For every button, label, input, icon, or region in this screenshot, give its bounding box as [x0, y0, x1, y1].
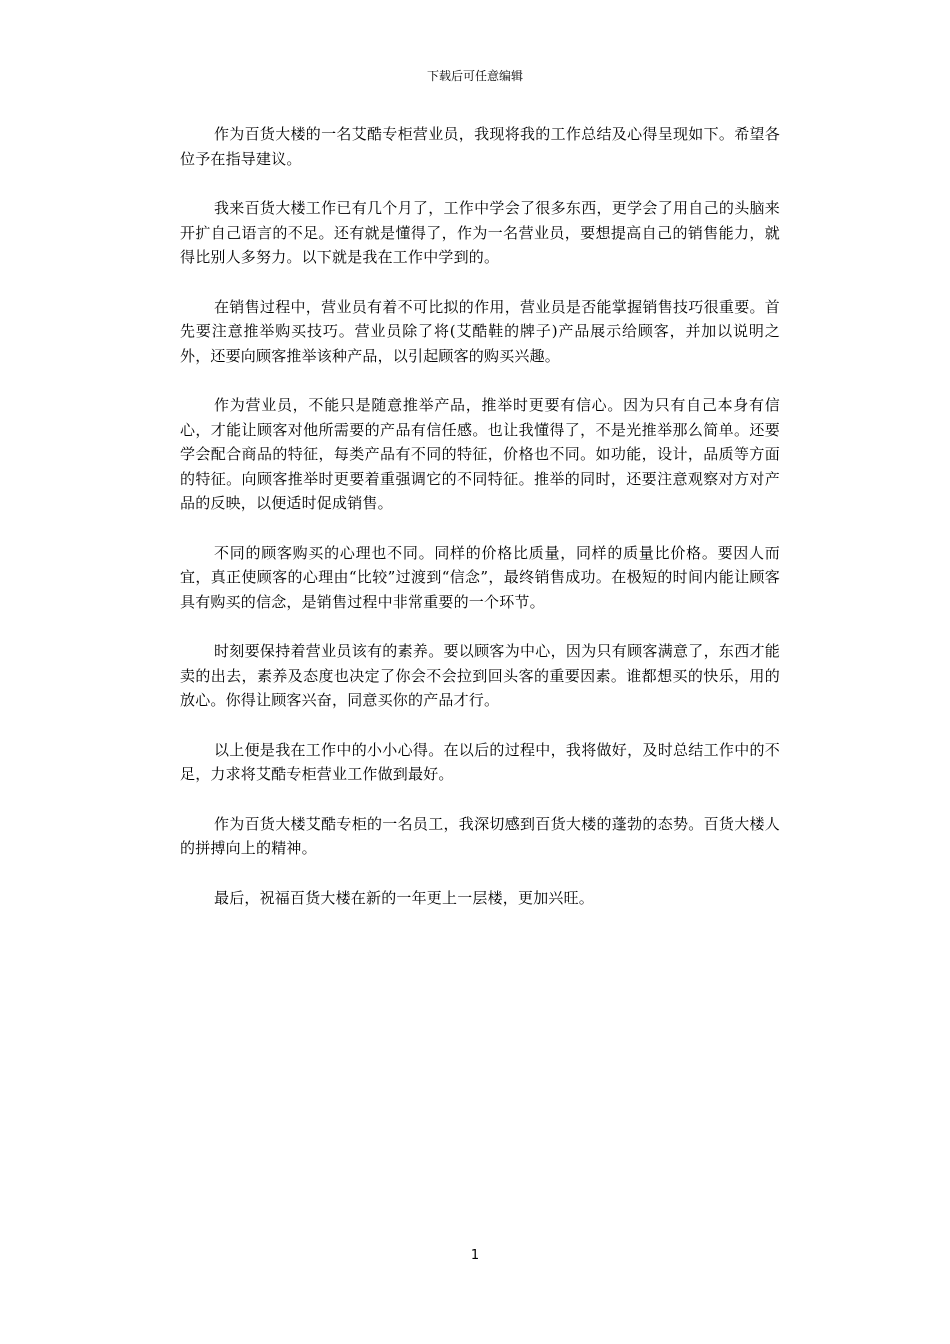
paragraph-8: 作为百货大楼艾酷专柜的一名员工，我深切感到百货大楼的蓬勃的态势。百货大楼人的拼搏向上的精神。 — [180, 814, 780, 857]
paragraph-5: 不同的顾客购买的心理也不同。同样的价格比质量，同样的质量比价格。要因人而宜，真正使顾客的心理由“比较”过渡到“信念”，最终销售成功。在极短的时间内能让顾客具有购买的信念，是销售过程中非常重要的一个环节。 — [180, 543, 780, 611]
page-number: 1 — [470, 1248, 480, 1263]
paragraph-3: 在销售过程中，营业员有着不可比拟的作用，营业员是否能掌握销售技巧很重要。首先要注意推举购买技巧。营业员除了将(艾酷鞋的牌子)产品展示给顾客，并加以说明之外，还要向顾客推举该种产品，以引起顾客的购买兴趣。 — [180, 297, 780, 365]
paragraph-6: 时刻要保持着营业员该有的素养。要以顾客为中心，因为只有顾客满意了，东西才能卖的出去，素养及态度也决定了你会不会拉到回头客的重要因素。谁都想买的快乐，用的放心。你得让顾客兴奋，同意买你的产品才行。 — [180, 642, 780, 709]
paragraph-9: 最后，祝福百货大楼在新的一年更上一层楼，更加兴旺。 — [214, 888, 595, 907]
document-body — [180, 122, 780, 935]
paragraph-4: 作为营业员，不能只是随意推举产品，推举时更要有信心。因为只有自己本身有信心，才能让顾客对他所需要的产品有信任感。也让我懂得了，不是光推举那么简单。还要学会配合商品的特征，每类产品有不同的特征，价格也不同。如功能，设计，品质等方面的特征。向顾客推举时更要着重强调它的不同特征。推举的同时，还要注意观察对方对产品的反映，以便适时促成销售。 — [180, 396, 780, 512]
paragraph-2: 我来百货大楼工作已有几个月了，工作中学会了很多东西，更学会了用自己的头脑来开扩自己语言的不足。还有就是懂得了，作为一名营业员，要想提高自己的销售能力，就得比别人多努力。以下就是我在工作中学到的。 — [180, 199, 780, 266]
page-header: 下载后可任意编辑 — [426, 69, 523, 83]
paragraph-1: 作为百货大楼的一名艾酷专柜营业员，我现将我的工作总结及心得呈现如下。希望各位予在指导建议。 — [180, 125, 780, 168]
paragraph-7: 以上便是我在工作中的小小心得。在以后的过程中，我将做好，及时总结工作中的不足，力求将艾酷专柜营业工作做到最好。 — [180, 740, 780, 783]
